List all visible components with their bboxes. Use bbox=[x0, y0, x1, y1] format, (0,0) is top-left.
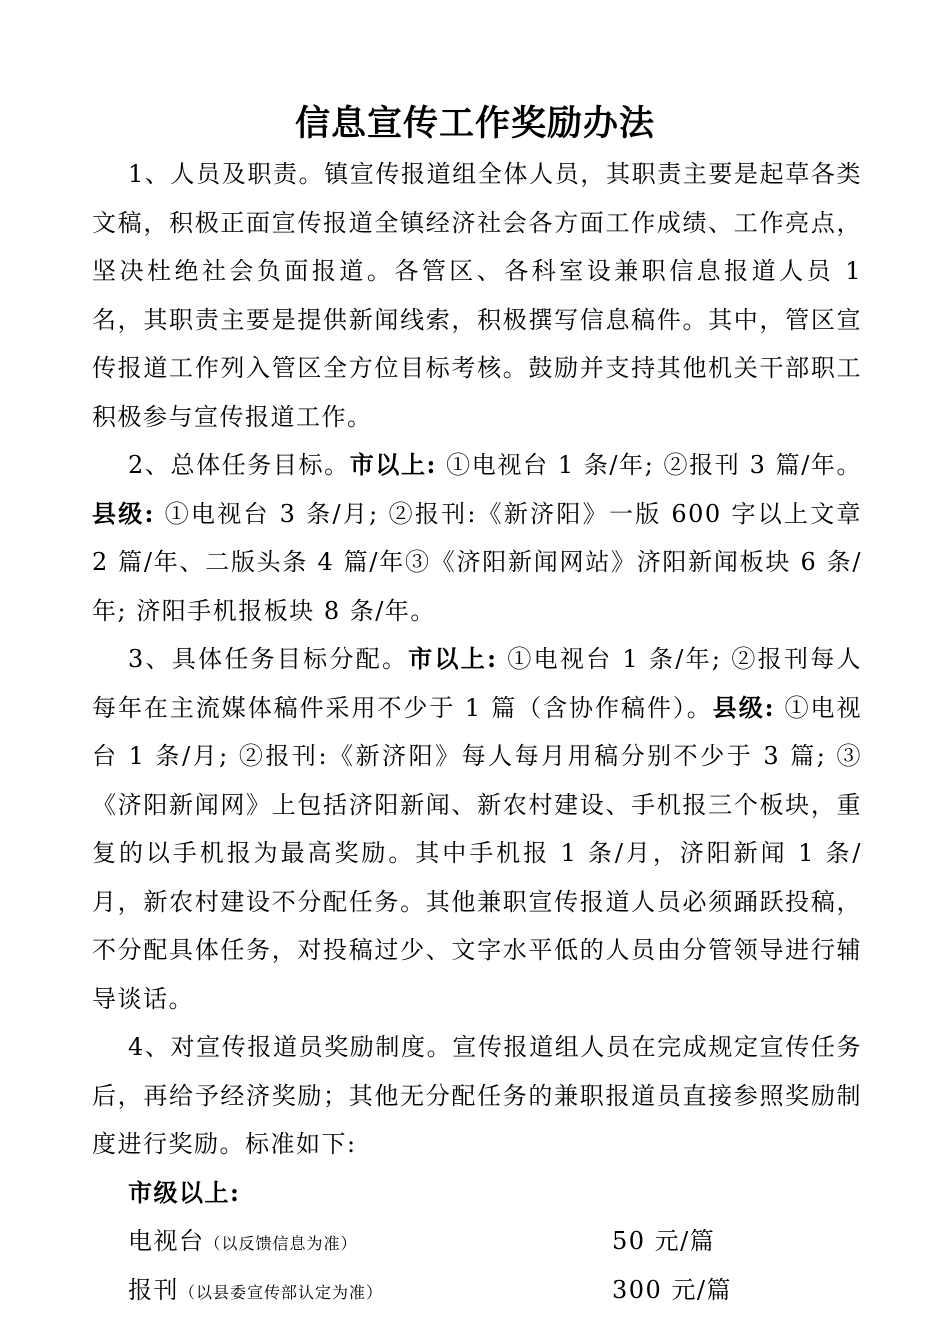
paragraph-text: ①电视台 1 条/年; ②报刊每人每年在主流媒体稿件采用不少于 1 篇（含协作稿件）。 bbox=[92, 645, 862, 722]
bold-label-county: 县级: bbox=[712, 692, 776, 722]
paragraph-overall-targets bbox=[92, 441, 862, 635]
paragraph-reward-system bbox=[92, 1023, 862, 1169]
reward-section-title: 市级以上: bbox=[128, 1177, 241, 1207]
bold-label-city: 市以上: bbox=[408, 644, 498, 673]
reward-note: （以反馈信息为准） bbox=[204, 1234, 358, 1253]
document-title: 信息宣传工作奖励办法 bbox=[294, 103, 655, 144]
paragraph-text: 宣传报道组人员在完成规定宣传任务后，再给予经济奖励；其他无分配任务的兼职报道员直接参照奖励制度进行奖励。标准如下: bbox=[92, 1033, 862, 1158]
reward-amount: 300 元/篇 bbox=[612, 1275, 733, 1304]
paragraph-heading: 3、具体任务目标分配。 bbox=[128, 645, 409, 673]
bold-label-city: 市以上: bbox=[349, 450, 437, 479]
paragraph-text: ①电视台 1 条/年; ②报刊 3 篇/年。 bbox=[436, 451, 863, 479]
paragraph-text: 镇宣传报道组全体人员，其职责主要是起草各类文稿，积极正面宣传报道全镇经济社会各方面工作成绩、工作亮点，坚决杜绝社会负面报道。各管区、各科室设兼职信息报道人员 1 名，其职责主要是提供新闻线索，积极撰写信息稿件。其中，管区宣传报道工作列入管区全方位目标考核。鼓励并支持其他机关干部职工积极参与宣传报道工作。 bbox=[92, 160, 863, 431]
paragraph-text: ①电视台 1 条/月; ②报刊:《新济阳》每人每月用稿分别不少于 3 篇; ③《济阳新闻网》上包括济阳新闻、新农村建设、手机报三个板块，重复的以手机报为最高奖励。其中手机报 1 条/月，济阳新闻 1 条/月，新农村建设不分配任务。其他兼职宣传报道人员必须踊跃投稿，不分配具体任务，对投稿过少、文字水平低的人员由分管领导进行辅导谈话。 bbox=[92, 693, 862, 1013]
bold-label-county: 县级: bbox=[92, 498, 155, 528]
paragraph-text: ①电视台 3 条/月; ②报刊:《新济阳》一版 600 字以上文章 2 篇/年、二版头条 4 篇/年③《济阳新闻网站》济阳新闻板块 6 条/年; 济阳手机报板块 8 条/年。 bbox=[92, 499, 863, 625]
paragraph-task-allocation bbox=[92, 635, 862, 1023]
reward-row-tv bbox=[92, 1217, 862, 1266]
paragraph-duties bbox=[92, 150, 862, 441]
reward-note: （以县委宣传部认定为准） bbox=[179, 1282, 384, 1302]
reward-label: 电视台 bbox=[128, 1227, 205, 1255]
document-body bbox=[92, 150, 862, 1314]
paragraph-heading: 1、人员及职责。 bbox=[128, 160, 325, 188]
reward-row-newspaper bbox=[92, 1266, 862, 1315]
reward-amount: 50 元/篇 bbox=[612, 1227, 716, 1255]
paragraph-heading: 4、对宣传报道员奖励制度。 bbox=[128, 1033, 453, 1061]
paragraph-heading: 2、总体任务目标。 bbox=[128, 451, 350, 479]
reward-label: 报刊 bbox=[128, 1275, 179, 1304]
